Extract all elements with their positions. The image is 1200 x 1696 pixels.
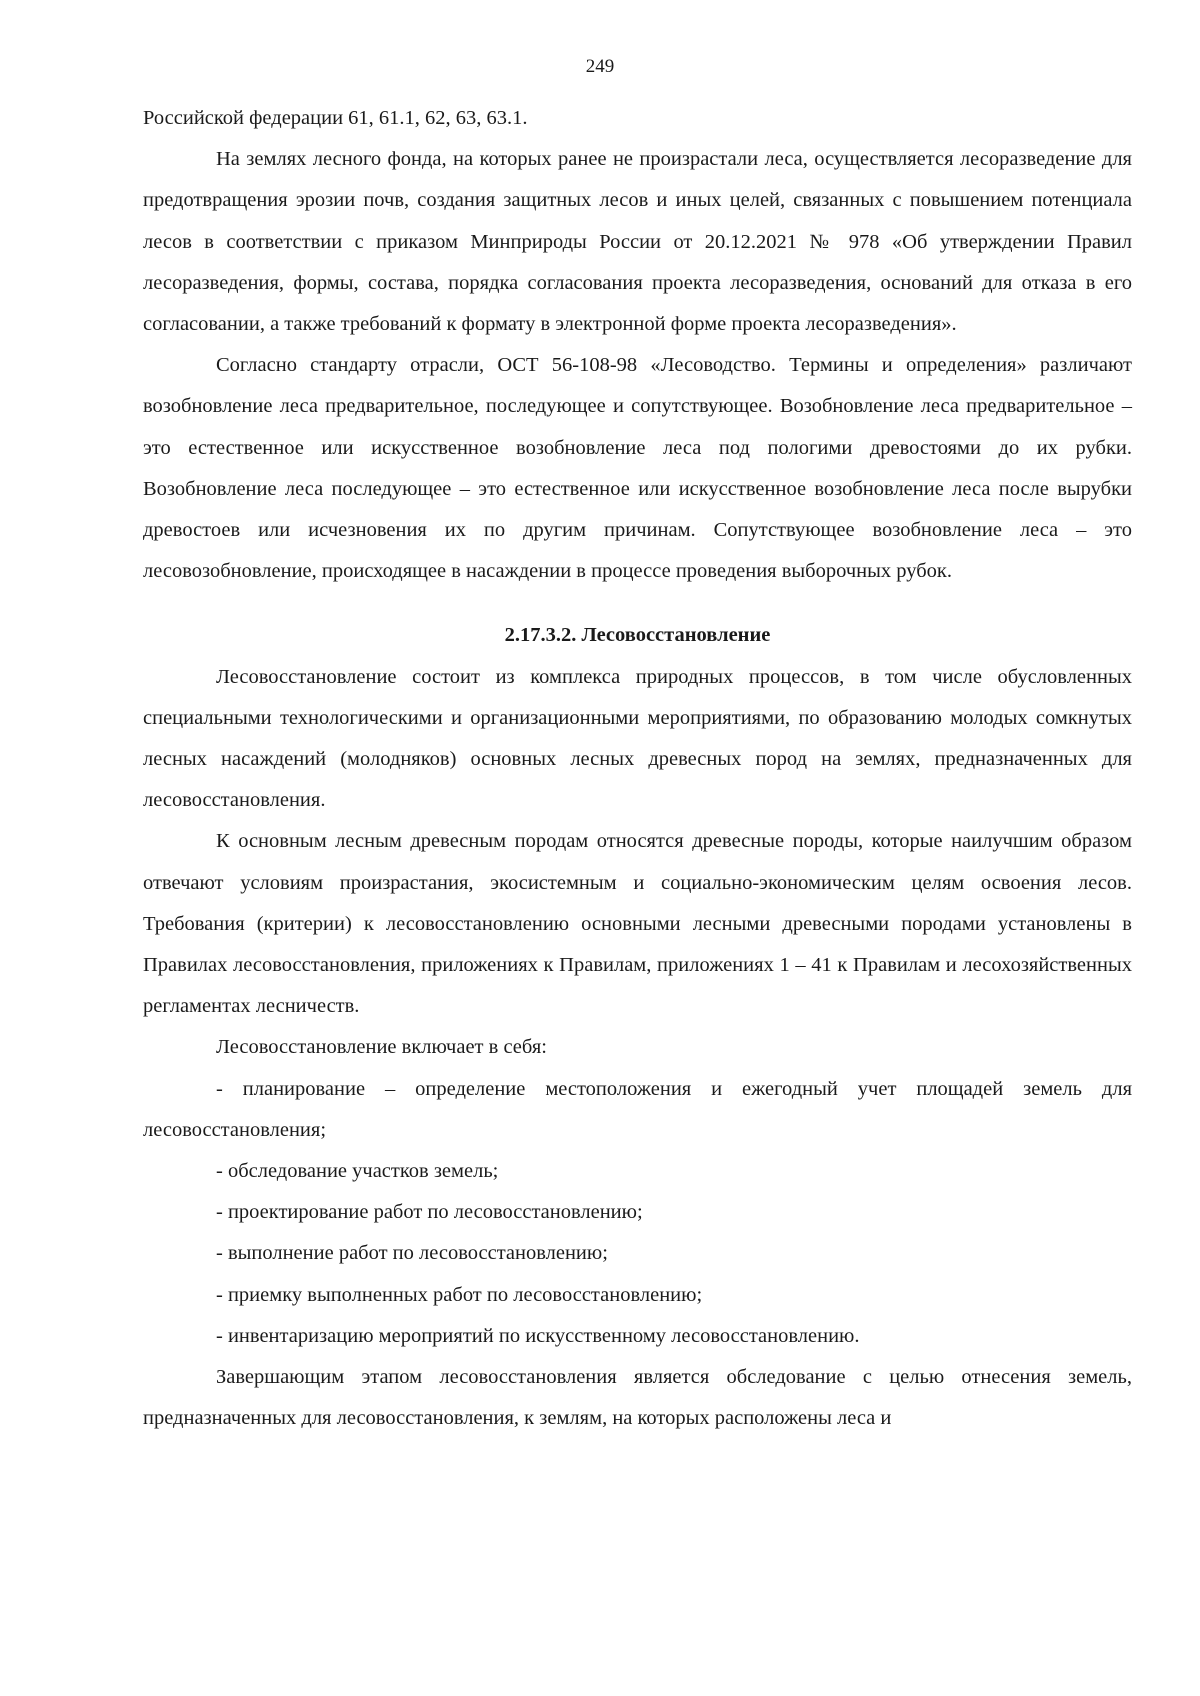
- paragraph-continuation: Российской федерации 61, 61.1, 62, 63, 63.1.: [143, 107, 528, 129]
- list-item: - проектирование работ по лесовосстановлению;: [216, 1201, 643, 1224]
- paragraph-afforestation: На землях лесного фонда, на которых ранее не произрастали леса, осуществляется лесоразведение для предотвращения эрозии почв, создания защитных лесов и иных целей, связанных с повышением потенциала лесов в соответствии с приказом Минприроды России от 20.12.2021 № 978 «Об утверждении Правил лесоразведения, формы, состава, порядка согласования проекта лесоразведения, оснований для отказа в его согласовании, а также требований к формату в электронной форме проекта лесоразведения».: [143, 148, 1132, 336]
- list-item: - обследование участков земель;: [216, 1160, 499, 1183]
- paragraph-reforestation-definition: Лесовосстановление состоит из комплекса природных процессов, в том числе обусловленных специальными технологическими и организационными мероприятиями, по образованию молодых сомкнутых лесных насаждений (молодняков) основных лесных древесных пород на землях, предназначенных для лесовосстановления.: [143, 665, 1132, 812]
- list-item: - выполнение работ по лесовосстановлению;: [216, 1242, 608, 1265]
- paragraph-includes: Лесовосстановление включает в себя:: [216, 1036, 547, 1059]
- paragraph-final-stage: Завершающим этапом лесовосстановления является обследование с целью отнесения земель, предназначенных для лесовосстановления, к землям, на которых расположены леса и: [143, 1366, 1132, 1430]
- page-number: 249: [585, 56, 615, 77]
- list-item: - инвентаризацию мероприятий по искусственному лесовосстановлению.: [216, 1324, 860, 1347]
- reforestation-list: [143, 1069, 1132, 1357]
- list-item: - приемку выполненных работ по лесовосстановлению;: [216, 1283, 703, 1306]
- paragraph-main-species: К основным лесным древесным породам относятся древесные породы, которые наилучшим образом отвечают условиям произрастания, экосистемным и социально-экономическим целям освоения лесов. Требования (критерии) к лесовосстановлению основными лесными древесными породами установлены в Правилах лесовосстановления, приложениях к Правилам, приложениях 1 – 41 к Правилам и лесохозяйственных регламентах лесничеств.: [143, 830, 1132, 1018]
- document-body: [143, 98, 1132, 1440]
- section-heading: 2.17.3.2. Лесовосстановление: [504, 624, 771, 647]
- paragraph-regeneration-types: Согласно стандарту отрасли, ОСТ 56-108-98 «Лесоводство. Термины и определения» различают возобновление леса предварительное, последующее и сопутствующее. Возобновление леса предварительное – это естественное или искусственное возобновление леса под пологими древостоями до их рубки. Возобновление леса последующее – это естественное или искусственное возобновление леса после вырубки древостоев или исчезновения их по другим причинам. Сопутствующее возобновление леса – это лесовозобновление, происходящее в насаждении в процессе проведения выборочных рубок.: [143, 354, 1132, 583]
- list-item: - планирование – определение местоположения и ежегодный учет площадей земель для лесовосстановления;: [143, 1077, 1132, 1141]
